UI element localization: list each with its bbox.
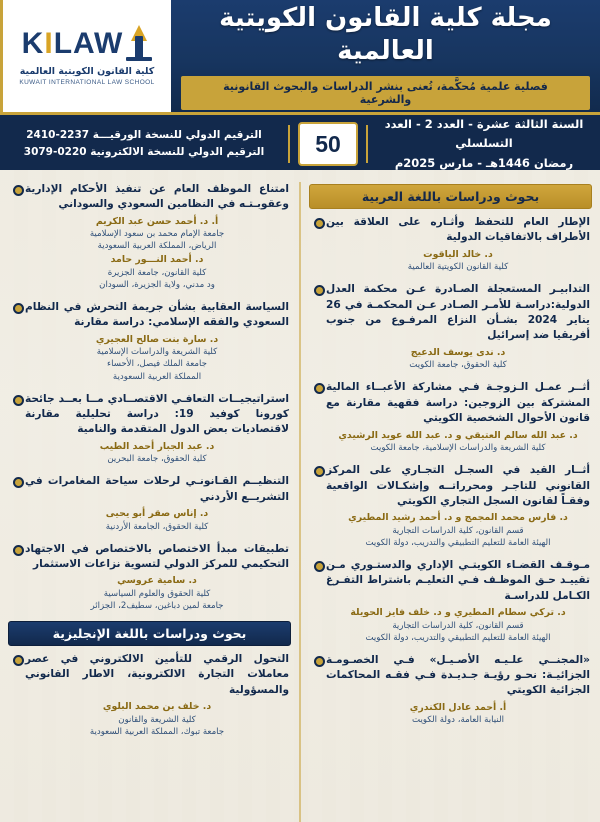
article-affiliation: الهيئة العامة للتعليم التطبيقي والتدريب، دولة الكويت	[365, 632, 551, 643]
article-affiliation: جامعة الملك فيصل، الأحساء	[107, 359, 207, 370]
article-title: التنظيــم القـانونـي لرحلات سياحة المغامرات في التشريــع الأردني	[25, 475, 290, 503]
issue-info-bar	[0, 115, 600, 176]
article-title: مـوقـف القضـاء الكويتـي الإداري والدستـوري مـن تقييـد حـق الموظـف فـي التعليـم باشتراط التفـرغ الكـامل للدراسـة	[325, 558, 591, 602]
article-entry	[8, 542, 291, 612]
divider	[288, 125, 290, 163]
article-title: السياسة العقابية بشأن جريمة التحرش في النظام السعودي والفقه الإسلامي: دراسة مقارنة	[25, 301, 290, 329]
article-author: د. إناس صقر أبو يحيى	[105, 507, 209, 519]
article-affiliation: كلية القانون، جامعة الجزيرة	[107, 268, 207, 279]
article-entry	[309, 463, 592, 549]
logo-arabic-name: كلية القانون الكويتية العالمية	[19, 65, 155, 77]
issn-online: الترقيم الدولي للنسخة الالكترونية 0220-3079	[23, 146, 265, 158]
article-entry	[309, 653, 592, 727]
article-body	[326, 380, 590, 454]
divider	[366, 125, 368, 163]
article-body	[326, 558, 590, 644]
article-body	[326, 215, 590, 273]
article-affiliation: كلية الحقوق والعلوم السياسية	[103, 588, 211, 599]
article-affiliation: الهيئة العامة للتعليم التطبيقي والتدريب، دولة الكويت	[365, 537, 551, 548]
article-affiliation: كلية الشريعة والدراسات الإسلامية، جامعة الكويت	[370, 443, 546, 454]
article-affiliation: كلية الشريعة والقانون	[118, 714, 196, 725]
article-author: د. أحمد النـــور حامد	[110, 254, 204, 266]
section-heading-english: بحوث ودراسات باللغة الإنجليزية	[8, 621, 291, 646]
article-title: امتناع الموظف العام عن تنفيذ الأحكام الإدارية وعقوبـتـه في النظامين السعودي والسوداني	[25, 183, 290, 211]
issue-line-1: السنة الثالثة عشرة - العدد 2 - العدد التسلسلي	[384, 116, 584, 151]
article-affiliation: جامعة تبوك، المملكة العربية السعودية	[89, 726, 225, 737]
article-author: د. عبد الله سالم العتيقي و د. عبد الله عويد الرشيدي	[338, 429, 578, 441]
left-column	[307, 182, 594, 822]
article-body	[326, 282, 590, 371]
right-column	[6, 182, 293, 822]
bullet-icon	[314, 383, 325, 394]
article-body	[25, 652, 289, 738]
article-affiliation: النيابة العامة، دولة الكويت	[412, 715, 504, 726]
article-affiliation: جامعة الإمام محمد بن سعود الإسلامية	[89, 229, 225, 240]
article-affiliation: قسم القانون، كلية الدراسات التجارية	[392, 525, 524, 536]
article-entry	[8, 392, 291, 466]
torch-icon	[126, 27, 152, 61]
article-body	[326, 653, 590, 727]
article-body	[25, 474, 289, 532]
article-entry	[8, 652, 291, 738]
article-author: د. فارس محمد المجمج و د. أحمد رشيد المطيري	[348, 512, 568, 524]
article-title: أثــر عمـل الـزوجـة فـي مشاركة الأعبــاء المالية المشتركة بين الزوجين: دراسة فقهية مقارنة مع قانون الأحوال الشخصية الكويتي	[325, 381, 591, 425]
article-affiliation: جامعة لمين دباغين، سطيف2، الجزائر	[90, 601, 224, 612]
page-title: مجلة كلية القانون الكويتية العالمية	[219, 3, 552, 66]
article-body	[326, 463, 590, 549]
issue-line-2: رمضان 1446هـ - مارس 2025م	[394, 155, 574, 170]
bullet-icon	[314, 218, 325, 229]
article-body	[25, 542, 289, 612]
article-affiliation: كلية الحقوق، جامعة البحرين	[107, 454, 207, 465]
logo-wordmark: KILAW	[21, 26, 124, 60]
bullet-icon	[13, 395, 24, 406]
contents-area	[0, 176, 600, 822]
bullet-icon	[314, 656, 325, 667]
article-author: د. عبد الجبار أحمد الطيب	[99, 440, 215, 452]
issue-meta	[368, 115, 600, 174]
article-affiliation: ود مدني، ولاية الجزيرة، السودان	[99, 280, 215, 291]
bullet-icon	[13, 545, 24, 556]
bullet-icon	[314, 466, 325, 477]
article-author: أ. د. أحمد حسن عبد الكريم	[95, 215, 219, 227]
bullet-icon	[314, 561, 325, 572]
article-author: د. سارة بنت صالح العجيري	[95, 333, 219, 345]
issn-block	[0, 127, 288, 161]
title-block	[171, 0, 600, 112]
article-title: تطبيقات مبدأ الاختصاص بالاختصاص في الاجتهاد التحكيمي للمركز الدولي لتسوية نزاعات الاستثمار	[25, 542, 290, 570]
bullet-icon	[13, 655, 24, 666]
article-entry	[309, 215, 592, 273]
issue-number-badge: 50	[298, 122, 358, 166]
article-author: د. ندى يوسف الدعيج	[410, 346, 506, 358]
kilaw-logo	[0, 0, 171, 112]
article-entry	[309, 282, 592, 371]
logo-row	[22, 27, 153, 61]
article-title: الإطار العام للتحفظ وأثـاره على العلاقة بين الأطراف بالاتفاقيات الدولية	[325, 216, 591, 244]
article-entry	[8, 182, 291, 291]
article-title: استراتيجيــات التعافـي الاقتصــادي مــا بعــد جائحة كورونا كوفيد 19: دراسة تحليلية مقارنة لاقتصاديات بعض الدول المتقدمة والنامية	[25, 392, 290, 436]
article-body	[25, 392, 289, 466]
article-affiliation: كلية القانون الكويتية العالمية	[407, 262, 509, 273]
bullet-icon	[314, 285, 325, 296]
article-affiliation: المملكة العربية السعودية	[112, 371, 202, 382]
article-author: أ. أحمد عادل الكندري	[409, 701, 507, 713]
bullet-icon	[13, 477, 24, 488]
article-entry	[309, 380, 592, 454]
article-author: د. تركي سطام المطيري و د. خلف فايز الحويلة	[350, 607, 566, 619]
article-affiliation: قسم القانون، كلية الدراسات التجارية	[392, 620, 524, 631]
article-body	[25, 182, 289, 291]
section-heading-arabic: بحوث ودراسات باللغة العربية	[309, 184, 592, 209]
article-affiliation: كلية الحقوق، جامعة الكويت	[409, 360, 507, 371]
article-entry	[8, 474, 291, 532]
article-affiliation: كلية الشريعة والدراسات الإسلامية	[96, 347, 218, 358]
article-title: التحول الرقمي للتأمين الالكتروني في عصر معاملات التجارة الالكترونية، الاطار القانوني والمسؤولية	[25, 653, 290, 696]
article-author: د. سامية عروسي	[117, 575, 197, 587]
article-title: «المجنــي علـيـه الأصـيـل» فـي الخصـومـة الجزائيـة: نحـو رؤيـة جـديـدة فـي فقـه المحاكمات الجزائية الكويتي	[325, 653, 591, 697]
article-entry	[8, 300, 291, 382]
cover-header	[0, 0, 600, 115]
article-entry	[309, 558, 592, 644]
subtitle-banner: فصلية علمية مُحكَّمة، تُعنى بنشر الدراسات والبحوث القانونية والشرعية	[181, 76, 590, 110]
issn-print: الترقيم الدولي للنسخة الورقيـــة 2237-2410	[26, 129, 262, 142]
article-author: د. خلف بن محمد البلوي	[102, 701, 212, 713]
article-body	[25, 300, 289, 382]
bullet-icon	[13, 185, 24, 196]
article-author: د. خالد الياقوت	[423, 248, 493, 260]
article-affiliation: كلية الحقوق، الجامعة الأردنية	[105, 521, 209, 532]
bullet-icon	[13, 303, 24, 314]
article-title: التدابيـر المستعجلة الصـادرة عـن محكمة العدل الدولية:دراسـة للأمـر الصـادر عـن المحكمـة في 26 يناير 2024 بشـأن النزاع المرفـوع من جنوب أفريقيا ضد إسرائيل	[325, 283, 591, 342]
article-title: أثــار القيد في السجـل التجـاري على المركز القانوني للتاجـر ومحرراتــه وإشكـالات الواقعية وفقـاً لقانون السجل التجاري الكويتي	[325, 464, 591, 507]
column-divider	[299, 182, 301, 822]
logo-english-name: KUWAIT INTERNATIONAL LAW SCHOOL	[19, 78, 155, 86]
article-affiliation: الرياض، المملكة العربية السعودية	[97, 241, 217, 252]
